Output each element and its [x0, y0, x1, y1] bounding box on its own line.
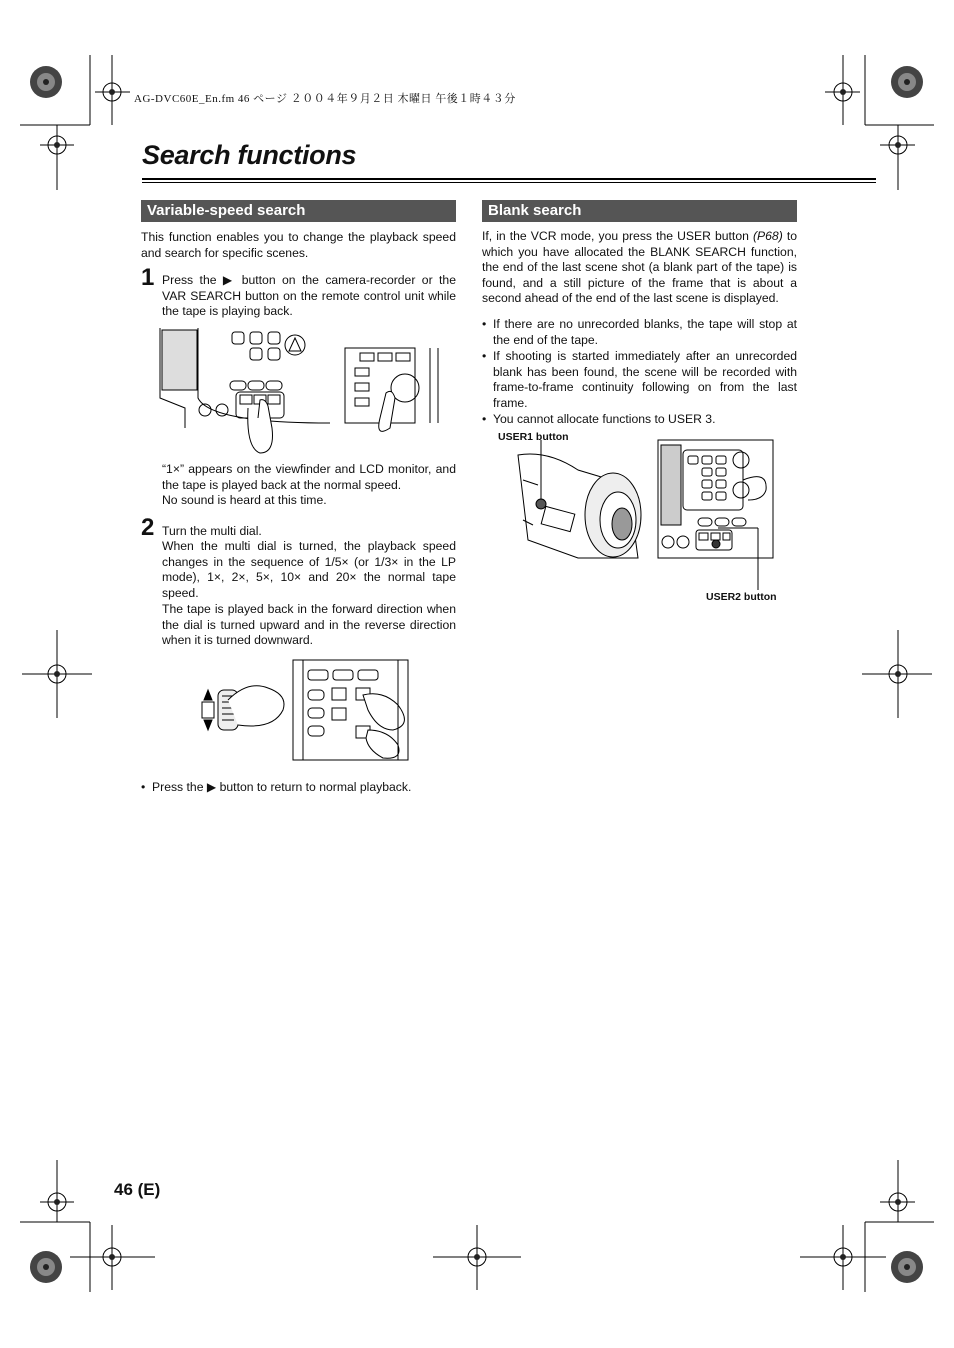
blank-search-bullets — [482, 317, 797, 428]
step-2-line3: The tape is played back in the forward direction when the dial is turned upward and in the reverse direction when it is turned downward. — [162, 602, 456, 647]
step-2-line1: Turn the multi dial. — [162, 524, 262, 538]
user1-button-label: USER1 button — [498, 431, 569, 443]
page-reference: (P68) — [752, 229, 783, 243]
section-heading-variable-speed: Variable-speed search — [141, 200, 456, 222]
camera-play-button-illustration — [150, 328, 450, 428]
step-1-note: No sound is heard at this time. — [162, 493, 327, 507]
title-rule-thin — [142, 182, 876, 183]
variable-speed-intro: This function enables you to change the playback speed and search for specific scenes. — [141, 230, 456, 260]
intro-part-b: to which you have allocated the BLANK SEARCH function, the end of the last scene shot (a blank part of the tape) is found, and a still picture of the frame that is about a second ahead of the end of the last scene is displayed. — [482, 229, 797, 305]
list-item: • If shooting is started immediately after an unrecorded blank has been found, the scene will be recorded with frame-to-frame continuity following on from the last frame. — [482, 349, 797, 411]
header-meta: AG-DVC60E_En.fm 46 ページ ２００４年９月２日 木曜日 午後１時４３分 — [134, 93, 516, 105]
page-title: Search functions — [142, 140, 357, 170]
multi-dial-illustration — [198, 660, 418, 760]
list-item: • You cannot allocate functions to USER 3. — [482, 412, 797, 428]
step-1-number: 1 — [141, 264, 155, 291]
blank-search-intro — [482, 229, 797, 307]
step-1-result: “1×” appears on the viewfinder and LCD monitor, and the tape is played back at the normal speed. — [162, 462, 456, 492]
title-rule — [142, 178, 876, 180]
step-2-line2: When the multi dial is turned, the playback speed changes in the sequence of 1/5× (or 1/3× in the LP mode), 1×, 2×, 5×, 10× and 20× the normal tape speed. — [162, 539, 456, 600]
list-item: • If there are no unrecorded blanks, the tape will stop at the end of the tape. — [482, 317, 797, 348]
step-2-number: 2 — [141, 514, 155, 541]
user-buttons-illustration — [518, 440, 778, 600]
step-1-text: Press the ▶ button on the camera-recorder or the VAR SEARCH button on the remote control unit while the tape is playing back. — [162, 273, 456, 318]
left-bullet-list — [141, 780, 456, 796]
page-number: 46 (E) — [114, 1180, 161, 1199]
intro-part-a: If, in the VCR mode, you press the USER button — [482, 229, 753, 243]
section-heading-blank-search: Blank search — [482, 200, 797, 222]
list-item: • Press the ▶ button to return to normal playback. — [141, 780, 456, 796]
user2-button-label: USER2 button — [706, 591, 777, 603]
